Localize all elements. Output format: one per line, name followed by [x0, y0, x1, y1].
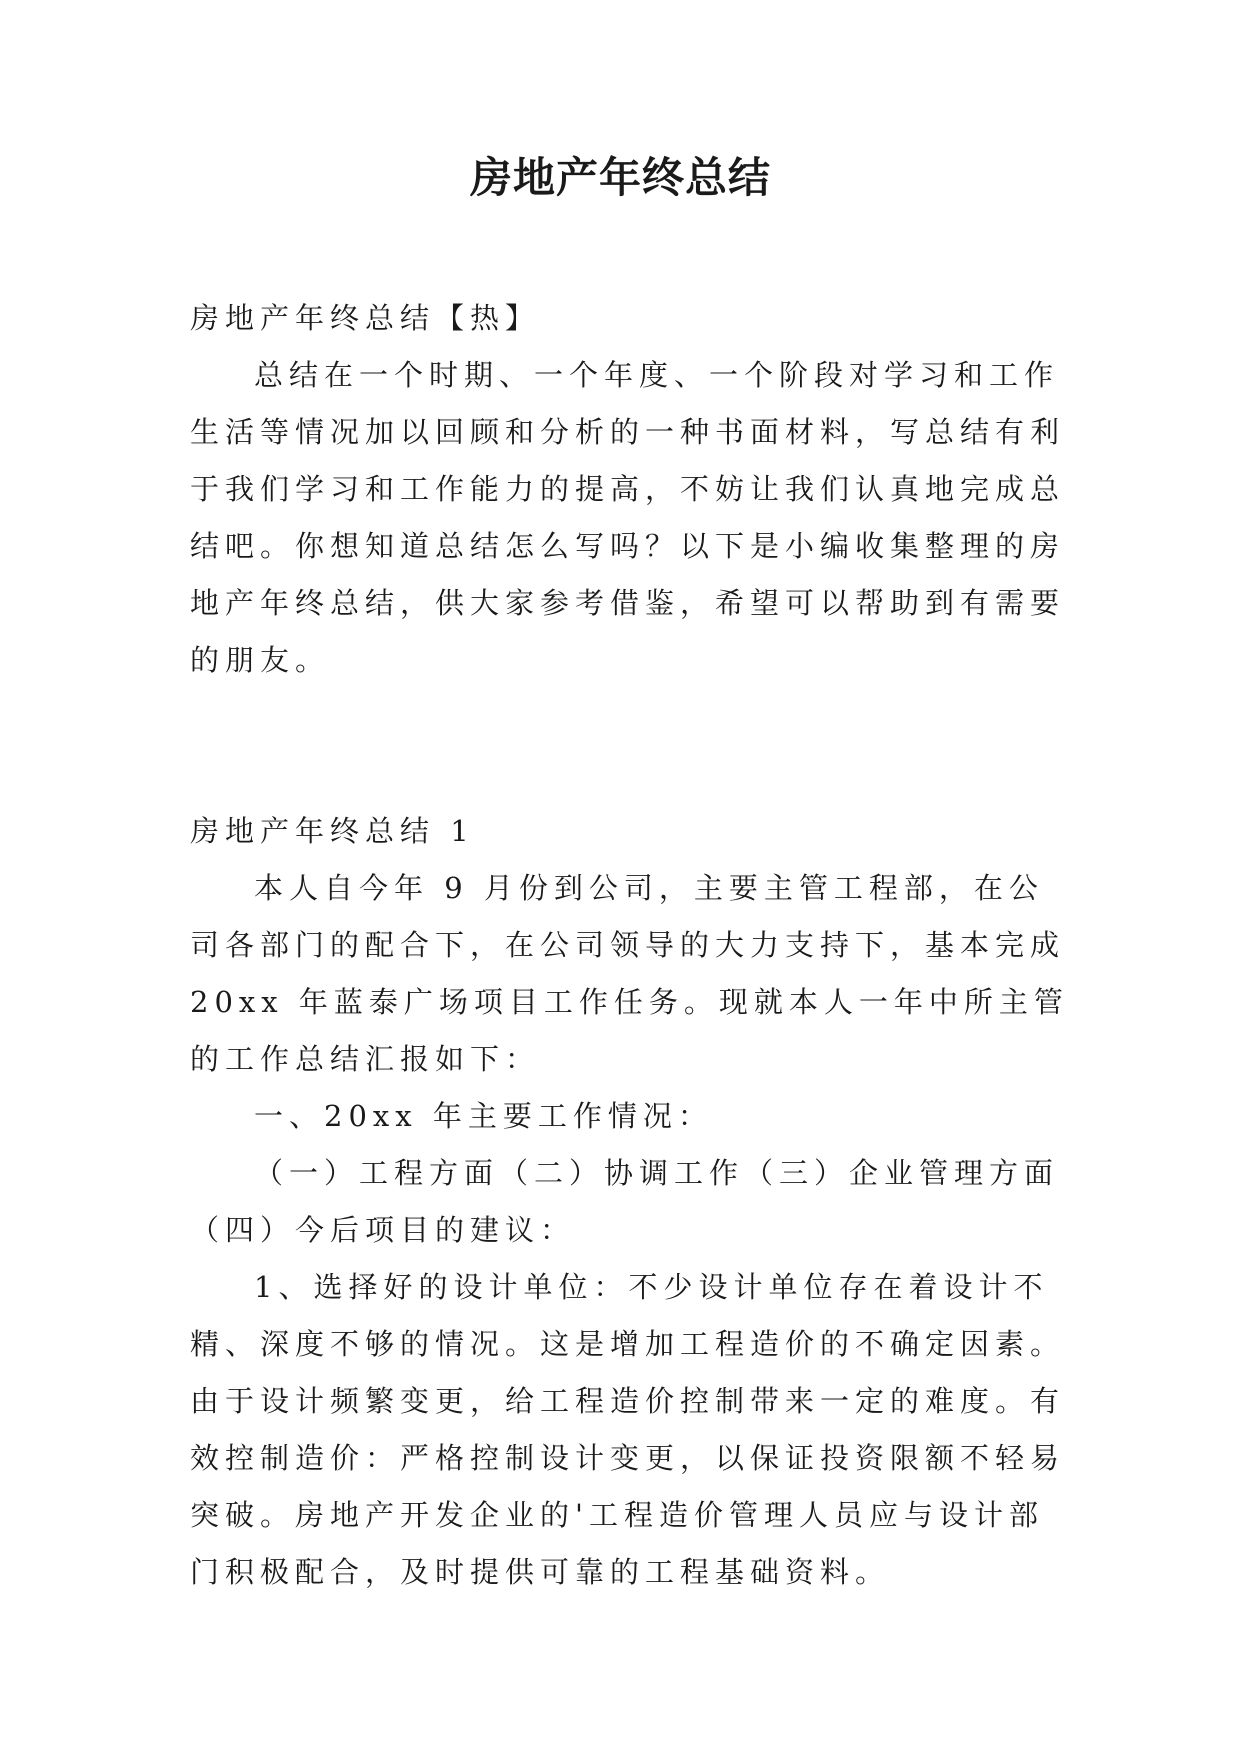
document-title: 房地产年终总结 [469, 153, 771, 202]
document-body [190, 290, 1070, 1601]
section-spacer [190, 689, 1070, 803]
intro-heading: 房地产年终总结【热】 [190, 301, 541, 335]
body-paragraph: 本人自今年 9 月份到公司，主要主管工程部，在公司各部门的配合下，在公司领导的大力支持下，基本完成 20xx 年蓝泰广场项目工作任务。现就本人一年中所主管的工作总结汇报如下： [190, 871, 1069, 1076]
body-paragraph: （一）工程方面（二）协调工作（三）企业管理方面（四）今后项目的建议： [190, 1156, 1060, 1247]
intro-paragraph: 总结在一个时期、一个年度、一个阶段对学习和工作生活等情况加以回顾和分析的一种书面材料，写总结有利于我们学习和工作能力的提高，不妨让我们认真地完成总结吧。你想知道总结怎么写吗？以下是小编收集整理的房地产年终总结，供大家参考借鉴，希望可以帮助到有需要的朋友。 [190, 358, 1066, 677]
body-paragraph: 一、20xx 年主要工作情况： [254, 1099, 713, 1133]
body-paragraph: 1、选择好的设计单位：不少设计单位存在着设计不精、深度不够的情况。这是增加工程造价的不确定因素。由于设计频繁变更，给工程造价控制带来一定的难度。有效控制造价：严格控制设计变更，以保证投资限额不轻易突破。房地产开发企业的'工程造价管理人员应与设计部门积极配合，及时提供可靠的工程基础资料。 [190, 1270, 1066, 1589]
section-heading: 房地产年终总结 1 [190, 814, 475, 848]
